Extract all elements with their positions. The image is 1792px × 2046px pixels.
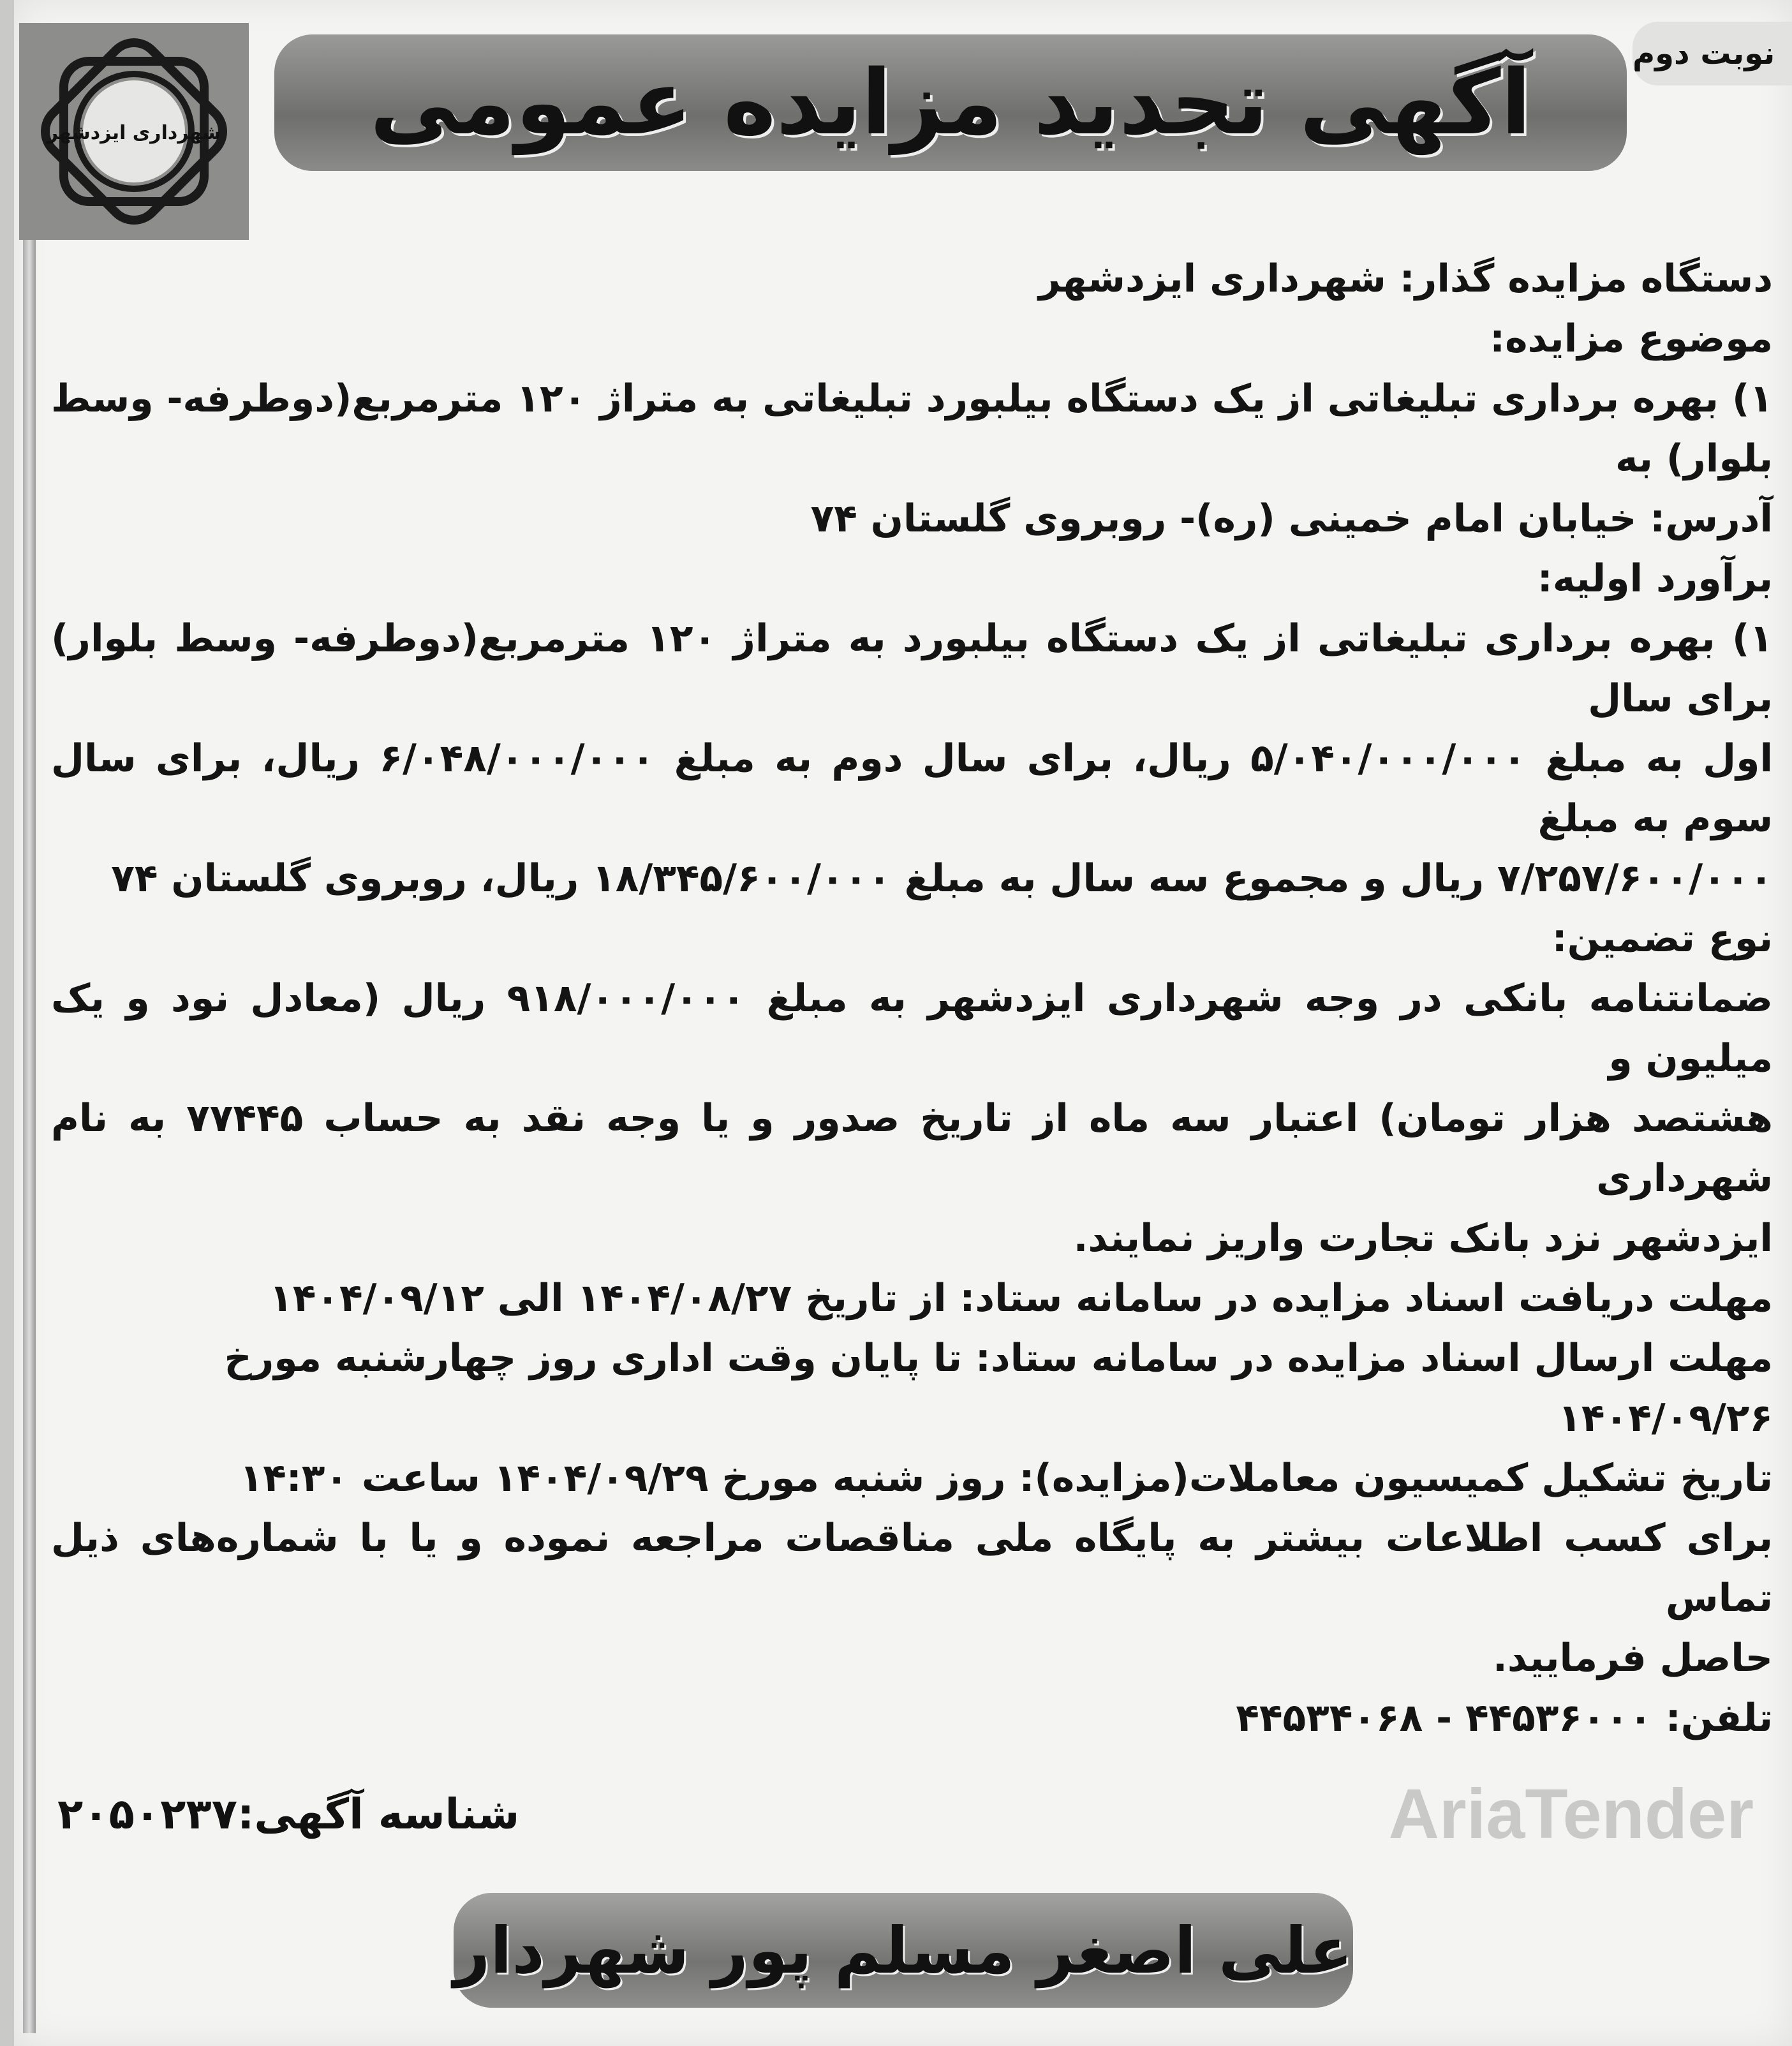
municipality-logo — [19, 23, 249, 240]
publication-round-badge — [1633, 22, 1792, 85]
signature-banner — [454, 1893, 1353, 2008]
address-line: آدرس: خیابان امام خمینی (ره)- روبروی گلستان ۷۴ — [810, 496, 1773, 541]
more-info-line: حاصل فرمایید. — [1493, 1636, 1773, 1680]
auctioneer-line: دستگاه مزایده گذار: شهرداری ایزدشهر — [1039, 256, 1773, 301]
commission-date: تاریخ تشکیل کمیسیون معاملات(مزایده): روز شنبه مورخ ۱۴۰۴/۰۹/۲۹ ساعت ۱۴:۳۰ — [239, 1456, 1773, 1501]
watermark: AriaTender — [1388, 1775, 1754, 1853]
ad-id: شناسه آگهی:۲۰۵۰۲۳۷ — [57, 1790, 520, 1839]
guarantee-heading: نوع تضمین: — [1551, 916, 1773, 961]
guarantee-line: ضمانتنامه بانکی در وجه شهرداری ایزدشهر به مبلغ ۹۱۸/۰۰۰/۰۰۰ ریال (معادل نود و یک میلیون و — [51, 976, 1773, 1081]
notice-body — [51, 249, 1773, 1748]
more-info-line: برای کسب اطلاعات بیشتر به پایگاه ملی مناقصات مراجعه نموده و یا با شماره‌های ذیل تماس — [51, 1516, 1773, 1620]
badge-text: نوبت دوم — [1633, 36, 1775, 71]
mayor-signature: علی اصغر مسلم پور شهردار — [453, 1913, 1353, 1988]
page-title: آگهی تجدید مزایده عمومی — [369, 50, 1532, 155]
guarantee-line: هشتصد هزار تومان) اعتبار سه ماه از تاریخ صدور و یا وجه نقد به حساب ۷۷۴۴۵ به نام شهرداری — [51, 1096, 1773, 1201]
page-border — [23, 26, 36, 2033]
document-receipt-deadline: مهلت دریافت اسناد مزایده در سامانه ستاد: از تاریخ ۱۴۰۴/۰۸/۲۷ الی ۱۴۰۴/۰۹/۱۲ — [269, 1276, 1773, 1321]
estimate-line: اول به مبلغ ۵/۰۴۰/۰۰۰/۰۰۰ ریال، برای سال دوم به مبلغ ۶/۰۴۸/۰۰۰/۰۰۰ ریال، برای سال سوم به مبلغ — [51, 736, 1773, 841]
guarantee-line: ایزدشهر نزد بانک تجارت واریز نمایند. — [1073, 1216, 1773, 1261]
estimate-line: ۱) بهره برداری تبلیغاتی از یک دستگاه بیلبورد به متراژ ۱۲۰ مترمربع(دوطرفه- وسط بلوار) برای سال — [51, 616, 1773, 721]
estimate-heading: برآورد اولیه: — [1537, 556, 1773, 601]
header — [14, 0, 1792, 191]
logo-text: شهرداری ایزدشهر — [47, 122, 221, 144]
newspaper-page — [14, 0, 1792, 2046]
phone-line: تلفن: ۴۴۵۳۶۰۰۰ - ۴۴۵۳۴۰۶۸ — [1236, 1696, 1773, 1740]
title-banner — [274, 34, 1627, 171]
bottom-row — [57, 1774, 1754, 1855]
estimate-line: ۷/۲۵۷/۶۰۰/۰۰۰ ریال و مجموع سه سال به مبلغ ۱۸/۳۴۵/۶۰۰/۰۰۰ ریال، روبروی گلستان ۷۴ — [111, 856, 1773, 901]
subject-line: ۱) بهره برداری تبلیغاتی از یک دستگاه بیلبورد تبلیغاتی به متراژ ۱۲۰ مترمربع(دوطرفه- وسط بلوار) به — [51, 376, 1773, 481]
document-submission-deadline: مهلت ارسال اسناد مزایده در سامانه ستاد: تا پایان وقت اداری روز چهارشنبه مورخ ۱۴۰۴/۰۹/۲۶ — [224, 1336, 1773, 1441]
subject-heading: موضوع مزایده: — [1490, 316, 1773, 361]
